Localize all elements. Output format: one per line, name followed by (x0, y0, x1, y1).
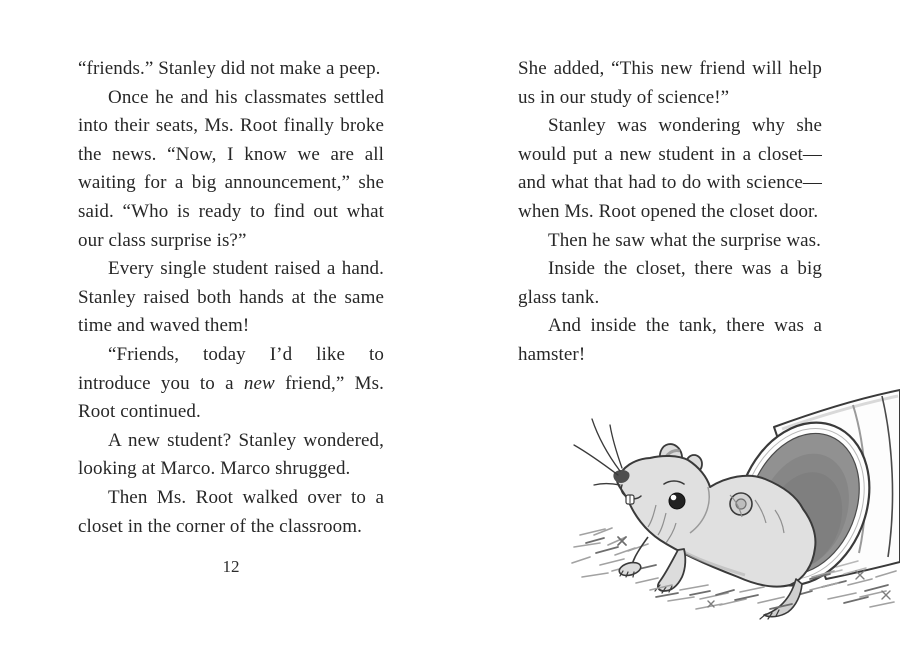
paragraph: A new student? Stanley wondered, looking at Marco. Marco shrugged. (78, 429, 384, 480)
paragraph: Stanley was wondering why she would put a new student in a closet—and what that had to do with science—when Ms. Root opened the closet door. (518, 115, 822, 222)
paragraph: Then he saw what the surprise was. (548, 229, 822, 251)
paragraph: “friends.” Stanley did not make a peep. (78, 58, 381, 79)
page-number: 12 (222, 557, 240, 577)
paragraph: Inside the closet, there was a big glass tank. (518, 258, 822, 308)
bedding-back-dark (586, 537, 656, 571)
paragraph: She added, “This new friend will help us in our study of science!” (518, 58, 822, 108)
paragraph: Then Ms. Root walked over to a closet in the corner of the classroom. (78, 486, 384, 537)
paragraph-segment: friend,” Ms. Root continued. (78, 372, 384, 423)
paragraph: Once he and his classmates settled into their seats, Ms. Root finally broke the news. “Now, I know we are all waiting for a big announcement,” she said. “Who is ready to find out what our class surprise is?” (78, 86, 384, 251)
hamster-eye-icon (669, 493, 685, 509)
paragraph (78, 341, 384, 427)
paragraph-segment: “Friends, today I’d like to introduce you to a (78, 343, 384, 394)
paragraph: Every single student raised a hand. Stanley raised both hands at the same time and waved them! (78, 258, 384, 337)
italic-word: new (243, 372, 275, 394)
left-page (78, 55, 384, 577)
hamster-illustration (560, 385, 900, 620)
right-page (518, 55, 822, 370)
paragraph: And inside the tank, there was a hamster! (518, 315, 822, 365)
hamster-front-paw-far (618, 560, 642, 577)
